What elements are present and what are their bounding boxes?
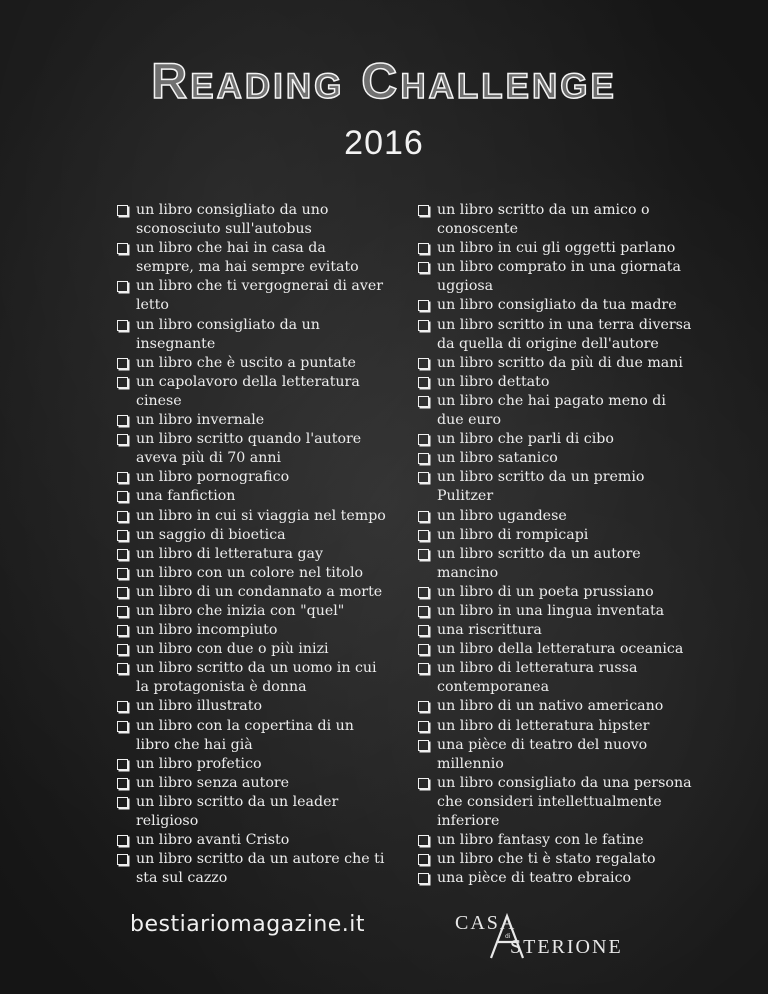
checklist-item xyxy=(418,602,693,621)
checklist-item-label: un libro senza autore xyxy=(136,774,290,791)
checklist-item-label: un libro scritto da un autore mancino xyxy=(437,545,641,581)
logo-small-text: di xyxy=(505,933,511,940)
checklist-item-label: un libro di letteratura russa contemporanea xyxy=(437,660,638,696)
checklist-item xyxy=(117,201,387,239)
checklist-item-label: un saggio di bioetica xyxy=(136,526,286,543)
checkbox-icon[interactable] xyxy=(418,396,429,407)
checklist-item xyxy=(117,411,387,430)
checkbox-icon[interactable] xyxy=(418,778,429,789)
checklist-item xyxy=(117,831,387,850)
checklist-item-label: un libro con due o più inizi xyxy=(136,641,329,658)
checkbox-icon[interactable] xyxy=(418,530,429,541)
checkbox-icon[interactable] xyxy=(418,701,429,712)
checklist-item-label: un libro scritto in una terra diversa da quella di origine dell'autore xyxy=(437,316,692,352)
checklist-item-label: un libro di un nativo americano xyxy=(437,698,664,715)
checklist-item-label: una pièce di teatro del nuovo millennio xyxy=(437,736,648,772)
checkbox-icon[interactable] xyxy=(117,434,128,445)
checklist-item-label: un libro che è uscito a puntate xyxy=(136,354,356,371)
checklist-item-label: un libro avanti Cristo xyxy=(136,832,290,849)
checklist-item xyxy=(418,659,693,697)
checklist-item xyxy=(418,774,693,831)
checkbox-icon[interactable] xyxy=(117,797,128,808)
year-subtitle: 2016 xyxy=(344,124,424,162)
checklist-item-label: un libro in una lingua inventata xyxy=(437,602,665,619)
checklist-item xyxy=(117,755,387,774)
checklist-item-label: un libro scritto da un amico o conoscente xyxy=(437,202,650,238)
checklist-item-label: un libro consigliato da un insegnante xyxy=(136,316,320,352)
checklist-item-label: un libro che ti è stato regalato xyxy=(437,851,656,868)
checklist-item-label: un libro pornografico xyxy=(136,469,290,486)
checkbox-icon[interactable] xyxy=(418,549,429,560)
left-checklist xyxy=(117,201,387,888)
checklist-item-label: un libro scritto da più di due mani xyxy=(437,354,683,371)
checkbox-icon[interactable] xyxy=(117,568,128,579)
checklist-item xyxy=(418,316,693,354)
checklist-item-label: un libro che parli di cibo xyxy=(437,431,614,448)
checklist-item-label: un libro di rompicapi xyxy=(437,526,589,543)
checkbox-icon[interactable] xyxy=(418,873,429,884)
checkbox-icon[interactable] xyxy=(418,262,429,273)
checklist-item-label: un libro scritto quando l'autore aveva più di 70 anni xyxy=(136,431,362,467)
checklist-item-label: un libro illustrato xyxy=(136,698,262,715)
checklist-item xyxy=(418,354,693,373)
checkbox-icon[interactable] xyxy=(418,472,429,483)
checkbox-icon[interactable] xyxy=(418,511,429,522)
checklist-item-label: un libro che hai in casa da sempre, ma hai sempre evitato xyxy=(136,240,359,276)
checklist-item-label: un libro scritto da un uomo in cui la protagonista è donna xyxy=(136,660,377,696)
checklist-item-label: un libro ugandese xyxy=(437,507,567,524)
checkbox-icon[interactable] xyxy=(117,320,128,331)
checklist-item-label: un libro profetico xyxy=(136,755,262,772)
checklist-item-label: un libro di letteratura hipster xyxy=(437,717,650,734)
checklist-item-label: un libro scritto da un autore che ti sta sul cazzo xyxy=(136,851,385,887)
checklist-item-label: un libro di letteratura gay xyxy=(136,545,324,562)
logo-line-casa: CASA xyxy=(455,912,517,934)
checklist-item xyxy=(418,468,693,506)
checklist-item xyxy=(418,507,693,526)
checkbox-icon[interactable] xyxy=(117,587,128,598)
checklist-item-label: un libro con un colore nel titolo xyxy=(136,564,364,581)
checkbox-icon[interactable] xyxy=(418,606,429,617)
checklist-item-label: un libro comprato in una giornata uggiosa xyxy=(437,259,681,295)
checklist-item-label: un libro in cui gli oggetti parlano xyxy=(437,240,676,257)
checklist-item xyxy=(117,583,387,602)
checklist-item-label: un libro dettato xyxy=(437,373,550,390)
checklist-item-label: un libro scritto da un leader religioso xyxy=(136,793,339,829)
checkbox-icon[interactable] xyxy=(117,644,128,655)
checkbox-icon[interactable] xyxy=(418,377,429,388)
checkbox-icon[interactable] xyxy=(418,663,429,674)
checkbox-icon[interactable] xyxy=(117,491,128,502)
checklist-item-label: un libro di un condannato a morte xyxy=(136,583,383,600)
checklist-item xyxy=(418,717,693,736)
casa-asterione-logo xyxy=(455,912,630,972)
checklist-item-label: un capolavoro della letteratura cinese xyxy=(136,373,360,409)
checklist-item-label: un libro di un poeta prussiano xyxy=(437,583,654,600)
checklist-item xyxy=(117,487,387,506)
checklist-item-label: un libro incompiuto xyxy=(136,622,278,639)
checklist-item xyxy=(418,526,693,545)
checklist-item xyxy=(117,602,387,621)
checklist-item xyxy=(418,869,693,888)
checklist-item-label: un libro consigliato da tua madre xyxy=(437,297,677,314)
checklist-item xyxy=(117,545,387,564)
checklist-item xyxy=(117,277,387,315)
checkbox-icon[interactable] xyxy=(117,549,128,560)
checklist-item-label: un libro con la copertina di un libro che hai già xyxy=(136,717,354,753)
checkbox-icon[interactable] xyxy=(418,320,429,331)
checkbox-icon[interactable] xyxy=(117,854,128,865)
checklist-item xyxy=(418,392,693,430)
checklist-item xyxy=(418,831,693,850)
checklist-item xyxy=(117,239,387,277)
checkbox-icon[interactable] xyxy=(418,243,429,254)
checklist-item-label: un libro che ti vergognerai di aver letto xyxy=(136,278,384,314)
checklist-item xyxy=(418,545,693,583)
checklist-item xyxy=(117,640,387,659)
checkbox-icon[interactable] xyxy=(117,281,128,292)
checklist-item-label: un libro invernale xyxy=(136,412,265,429)
checklist-item xyxy=(117,373,387,411)
checklist-item xyxy=(418,697,693,716)
checklist-item-label: un libro che hai pagato meno di due euro xyxy=(437,392,666,429)
checkbox-icon[interactable] xyxy=(117,472,128,483)
checklist-item xyxy=(418,201,693,239)
checklist-item-label: un libro che inizia con "quel" xyxy=(136,602,345,619)
checklist-item xyxy=(418,258,693,296)
checkbox-icon[interactable] xyxy=(117,835,128,846)
checklist-item xyxy=(418,850,693,869)
checkbox-icon[interactable] xyxy=(418,740,429,751)
checklist-item-label: una pièce di teatro ebraico xyxy=(437,870,632,887)
checkbox-icon[interactable] xyxy=(117,625,128,636)
checklist-item xyxy=(117,717,387,755)
checklist-item xyxy=(418,583,693,602)
checklist-item-label: un libro satanico xyxy=(437,450,558,467)
checkbox-icon[interactable] xyxy=(117,778,128,789)
checkbox-icon[interactable] xyxy=(117,606,128,617)
checklist-item xyxy=(117,850,387,888)
checklist-item-label: una fanfiction xyxy=(136,488,236,505)
checkbox-icon[interactable] xyxy=(418,721,429,732)
checkbox-icon[interactable] xyxy=(117,511,128,522)
checklist-item-label: un libro fantasy con le fatine xyxy=(437,832,644,849)
right-checklist xyxy=(418,201,693,888)
checkbox-icon[interactable] xyxy=(117,701,128,712)
checklist-item-label: un libro scritto da un premio Pulitzer xyxy=(437,469,645,505)
checkbox-icon[interactable] xyxy=(418,358,429,369)
checklist-item-label: un libro consigliato da una persona che consideri intellettualmente inferiore xyxy=(437,774,692,829)
checkbox-icon[interactable] xyxy=(117,243,128,254)
checklist-item-label: un libro consigliato da uno sconosciuto sull'autobus xyxy=(136,202,329,238)
checklist-item xyxy=(117,659,387,697)
checklist-item xyxy=(418,239,693,258)
checklist-item xyxy=(418,430,693,449)
logo-line-sterione: STERIONE xyxy=(510,936,623,958)
checkbox-icon[interactable] xyxy=(117,358,128,369)
checkbox-icon[interactable] xyxy=(117,721,128,732)
checklist-item-label: una riscrittura xyxy=(437,622,542,639)
checkbox-icon[interactable] xyxy=(418,587,429,598)
checklist-item-label: un libro in cui si viaggia nel tempo xyxy=(136,507,386,524)
checkbox-icon[interactable] xyxy=(117,663,128,674)
checkbox-icon[interactable] xyxy=(418,625,429,636)
checkbox-icon[interactable] xyxy=(117,530,128,541)
page-title: Reading Challenge xyxy=(151,53,617,109)
checklist-item xyxy=(117,564,387,583)
checklist-item xyxy=(117,507,387,526)
checkbox-icon[interactable] xyxy=(117,205,128,216)
checklist-item xyxy=(117,468,387,487)
checkbox-icon[interactable] xyxy=(418,434,429,445)
checkbox-icon[interactable] xyxy=(418,205,429,216)
checkbox-icon[interactable] xyxy=(117,759,128,770)
checklist-item xyxy=(117,430,387,468)
checklist-item xyxy=(117,316,387,354)
checkbox-icon[interactable] xyxy=(418,835,429,846)
checklist-item xyxy=(418,736,693,774)
checkbox-icon[interactable] xyxy=(418,644,429,655)
checklist-item xyxy=(117,621,387,640)
checklist-item xyxy=(117,697,387,716)
checklist-item xyxy=(117,526,387,545)
checklist-item xyxy=(418,449,693,468)
checkbox-icon[interactable] xyxy=(418,854,429,865)
checkbox-icon[interactable] xyxy=(418,300,429,311)
checklist-item xyxy=(117,774,387,793)
checkbox-icon[interactable] xyxy=(117,377,128,388)
checkbox-icon[interactable] xyxy=(117,415,128,426)
website-label: bestiariomagazine.it xyxy=(130,912,366,937)
checklist-item xyxy=(418,621,693,640)
checklist-item xyxy=(117,354,387,373)
checklist-item xyxy=(117,793,387,831)
checkbox-icon[interactable] xyxy=(418,453,429,464)
checklist-item-label: un libro della letteratura oceanica xyxy=(437,641,684,658)
checklist-item xyxy=(418,296,693,315)
checklist-item xyxy=(418,373,693,392)
checklist-item xyxy=(418,640,693,659)
